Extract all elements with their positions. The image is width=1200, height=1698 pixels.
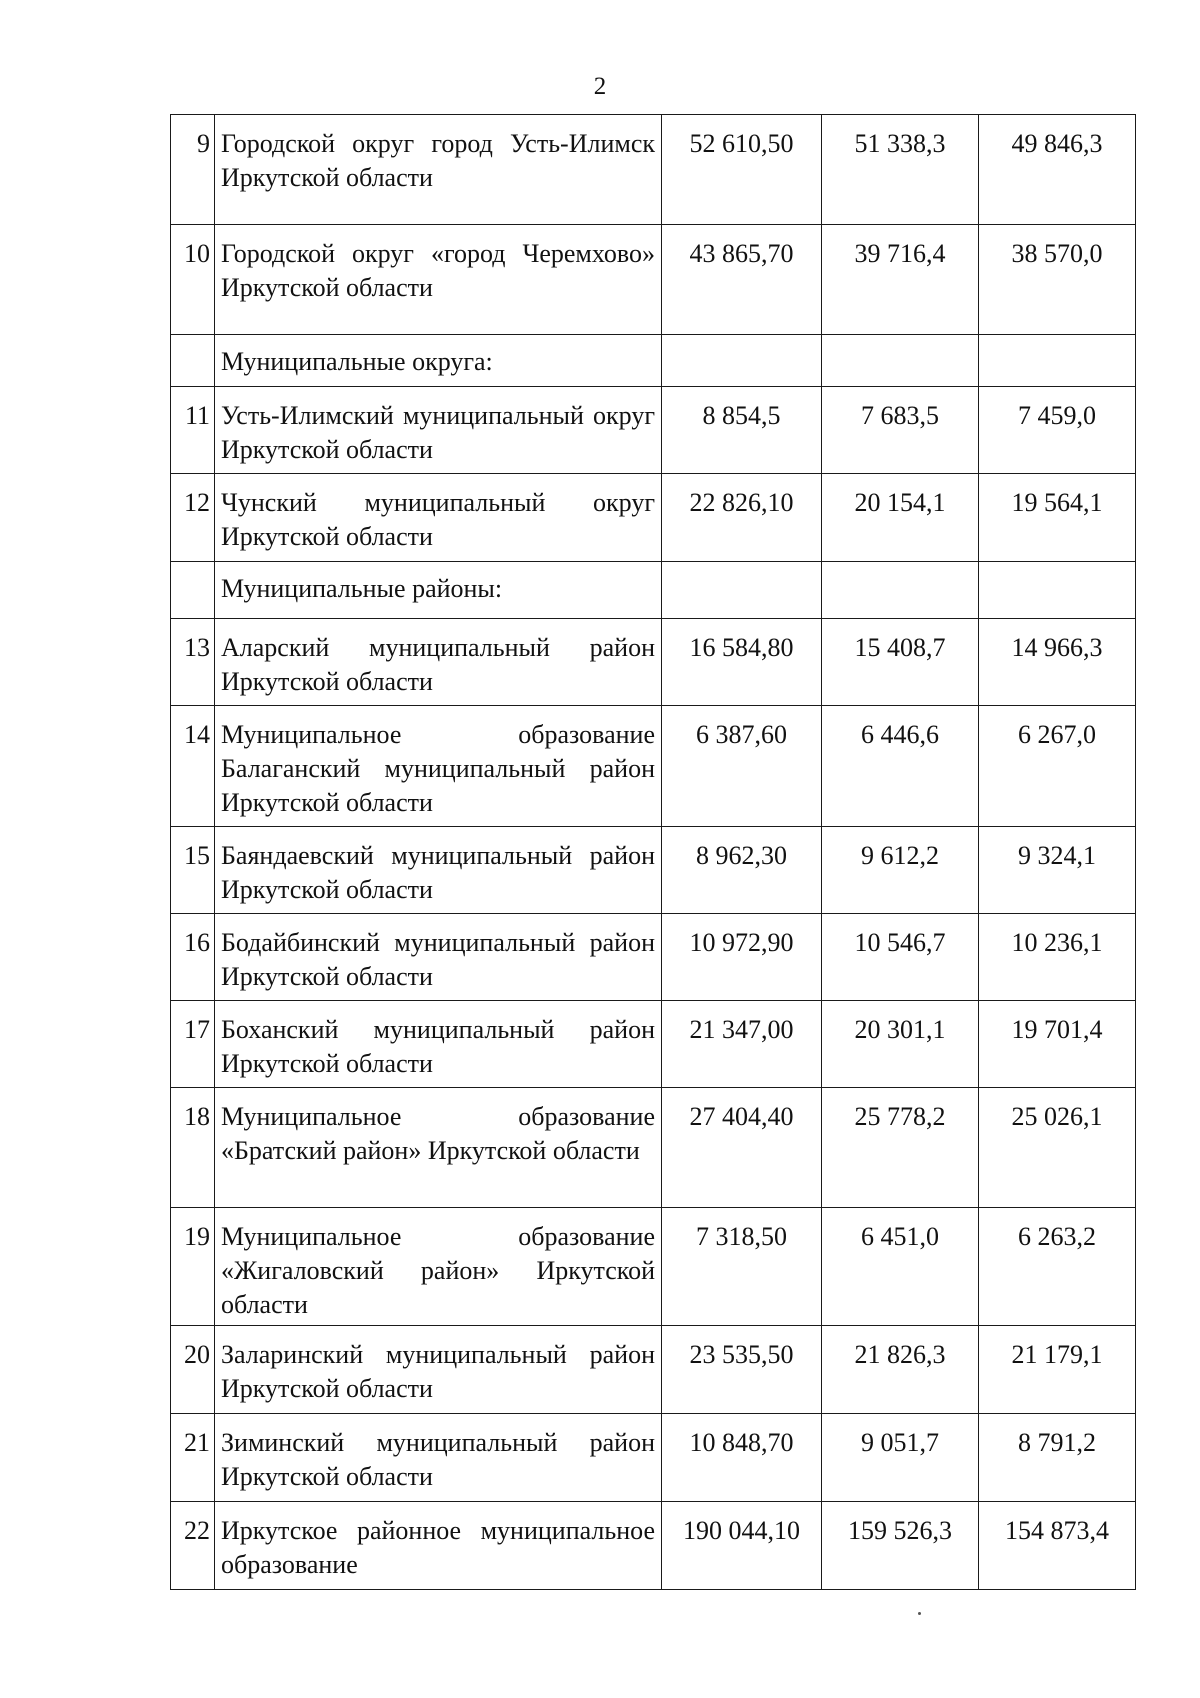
value-col-2: 159 526,3: [822, 1502, 979, 1590]
value-col-2: 51 338,3: [822, 115, 979, 225]
value-col-1: 7 318,50: [662, 1208, 822, 1326]
municipality-name: Муниципальное образование «Братский район» Иркутской области: [215, 1088, 662, 1208]
section-row: [171, 335, 1136, 387]
municipality-name: Муниципальное образование «Жигаловский район» Иркутской области: [215, 1208, 662, 1326]
row-number: 16: [171, 914, 215, 1001]
value-col-2: 21 826,3: [822, 1326, 979, 1414]
value-col-2: [822, 335, 979, 387]
value-col-3: 8 791,2: [979, 1414, 1136, 1502]
value-col-3: 19 564,1: [979, 474, 1136, 562]
value-col-3: 154 873,4: [979, 1502, 1136, 1590]
value-col-1: 8 854,5: [662, 387, 822, 474]
page-number: 2: [593, 73, 607, 100]
value-col-1: 10 972,90: [662, 914, 822, 1001]
municipality-name: Городской округ город Усть-Илимск Иркутской области: [215, 115, 662, 225]
table-row: [171, 1326, 1136, 1414]
municipality-name: Зиминский муниципальный район Иркутской области: [215, 1414, 662, 1502]
value-col-3: 9 324,1: [979, 827, 1136, 914]
row-number: 15: [171, 827, 215, 914]
table-row: [171, 115, 1136, 225]
table-row: [171, 1001, 1136, 1088]
municipality-name: Усть-Илимский муниципальный округ Иркутской области: [215, 387, 662, 474]
municipality-name: Заларинский муниципальный район Иркутской области: [215, 1326, 662, 1414]
value-col-3: 25 026,1: [979, 1088, 1136, 1208]
municipality-name: Боханский муниципальный район Иркутской области: [215, 1001, 662, 1088]
scan-speck: [918, 1612, 921, 1615]
value-col-1: 6 387,60: [662, 706, 822, 827]
row-number: 17: [171, 1001, 215, 1088]
value-col-1: 23 535,50: [662, 1326, 822, 1414]
municipality-name: Аларский муниципальный район Иркутской области: [215, 619, 662, 706]
value-col-2: 10 546,7: [822, 914, 979, 1001]
row-number: [171, 335, 215, 387]
row-number: 14: [171, 706, 215, 827]
value-col-1: 8 962,30: [662, 827, 822, 914]
value-col-3: 6 263,2: [979, 1208, 1136, 1326]
municipality-name: Бодайбинский муниципальный район Иркутской области: [215, 914, 662, 1001]
value-col-2: 39 716,4: [822, 225, 979, 335]
value-col-3: 6 267,0: [979, 706, 1136, 827]
section-title: Муниципальные районы:: [215, 562, 662, 619]
value-col-1: [662, 562, 822, 619]
section-title: Муниципальные округа:: [215, 335, 662, 387]
value-col-3: 21 179,1: [979, 1326, 1136, 1414]
table-row: [171, 387, 1136, 474]
municipality-name: Чунский муниципальный округ Иркутской области: [215, 474, 662, 562]
row-number: 19: [171, 1208, 215, 1326]
budget-table: [170, 114, 1136, 1590]
value-col-3: [979, 562, 1136, 619]
value-col-1: [662, 335, 822, 387]
value-col-1: 21 347,00: [662, 1001, 822, 1088]
table-row: [171, 706, 1136, 827]
table-row: [171, 827, 1136, 914]
value-col-1: 43 865,70: [662, 225, 822, 335]
row-number: 13: [171, 619, 215, 706]
value-col-2: [822, 562, 979, 619]
row-number: 21: [171, 1414, 215, 1502]
value-col-1: 16 584,80: [662, 619, 822, 706]
value-col-2: 20 301,1: [822, 1001, 979, 1088]
municipality-name: Городской округ «город Черемхово» Иркутской области: [215, 225, 662, 335]
value-col-1: 10 848,70: [662, 1414, 822, 1502]
table-row: [171, 1088, 1136, 1208]
value-col-3: 10 236,1: [979, 914, 1136, 1001]
table-row: [171, 474, 1136, 562]
value-col-2: 15 408,7: [822, 619, 979, 706]
municipality-name: Баяндаевский муниципальный район Иркутской области: [215, 827, 662, 914]
row-number: 18: [171, 1088, 215, 1208]
table-row: [171, 1208, 1136, 1326]
value-col-2: 25 778,2: [822, 1088, 979, 1208]
table-row: [171, 619, 1136, 706]
row-number: [171, 562, 215, 619]
value-col-3: 14 966,3: [979, 619, 1136, 706]
value-col-3: 19 701,4: [979, 1001, 1136, 1088]
value-col-3: 7 459,0: [979, 387, 1136, 474]
value-col-2: 6 451,0: [822, 1208, 979, 1326]
value-col-3: [979, 335, 1136, 387]
value-col-2: 9 051,7: [822, 1414, 979, 1502]
municipality-name: Иркутское районное муниципальное образование: [215, 1502, 662, 1590]
value-col-2: 6 446,6: [822, 706, 979, 827]
row-number: 22: [171, 1502, 215, 1590]
value-col-2: 9 612,2: [822, 827, 979, 914]
value-col-1: 190 044,10: [662, 1502, 822, 1590]
section-row: [171, 562, 1136, 619]
row-number: 9: [171, 115, 215, 225]
value-col-3: 49 846,3: [979, 115, 1136, 225]
value-col-3: 38 570,0: [979, 225, 1136, 335]
table-row: [171, 1502, 1136, 1590]
row-number: 20: [171, 1326, 215, 1414]
value-col-1: 52 610,50: [662, 115, 822, 225]
table-row: [171, 914, 1136, 1001]
row-number: 10: [171, 225, 215, 335]
row-number: 11: [171, 387, 215, 474]
table-row: [171, 1414, 1136, 1502]
value-col-2: 20 154,1: [822, 474, 979, 562]
row-number: 12: [171, 474, 215, 562]
value-col-1: 22 826,10: [662, 474, 822, 562]
table-row: [171, 225, 1136, 335]
value-col-1: 27 404,40: [662, 1088, 822, 1208]
value-col-2: 7 683,5: [822, 387, 979, 474]
municipality-name: Муниципальное образование Балаганский муниципальный район Иркутской области: [215, 706, 662, 827]
